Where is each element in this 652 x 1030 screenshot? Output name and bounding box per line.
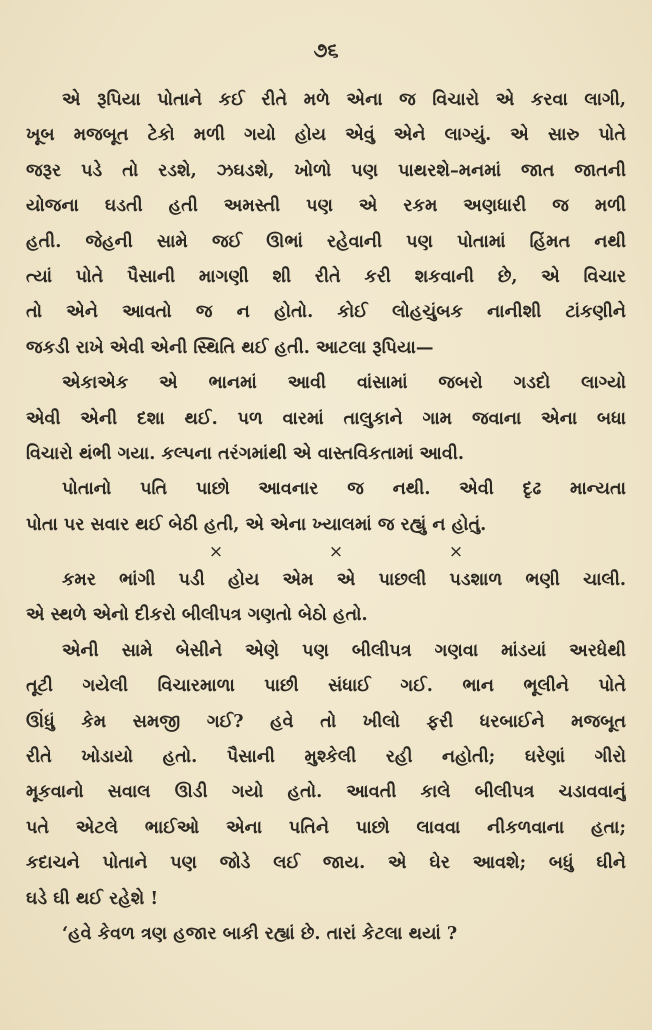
text-line: પોતાનો પતિ પાછો આવનાર જ નથી. એવી દૃઢ માન્યતા xyxy=(62,478,626,500)
text-line: કદાચને પોતાને પણ જોડે લઈ જાય. એ ઘેર આવશે; બધું ઘીને xyxy=(26,852,626,874)
text-line: એ રૂપિયા પોતાને કઈ રીતે મળે એના જ વિચારો એ કરવા લાગી, xyxy=(62,89,626,110)
text-line: એકાએક એ ભાનમાં આવી વાંસામાં જબરો ગડદો લાગ્યો xyxy=(62,372,626,394)
text-line: તો એને આવતો જ ન હોતો. કોઈ લોહચુંબક નાનીશી ટાંકણીને xyxy=(26,301,626,323)
separator-mark: × xyxy=(208,542,224,563)
text-line: જકડી રાખે એવી એની સ્થિતિ થઈ હતી. આટલા રૂપિયા— xyxy=(26,336,434,358)
text-line: રીતે ખોડાયો હતો. પૈસાની મુશ્કેલી રહી નહોતી; ઘરેણાં ગીરો xyxy=(26,746,626,768)
text-line: તૂટી ગયેલી વિચારમાળા પાછી સંધાઈ ગઈ. ભાન ભૂલીને પોતે xyxy=(26,675,626,697)
text-line: કમર ભાંગી પડી હોય એમ એ પાછલી પડશાળ ભણી ચાલી. xyxy=(62,569,626,591)
section-separator xyxy=(156,542,516,562)
text-line: ઊંધું કેમ સમજી ગઈ? હવે તો ખીલો ફરી ધરબાઈને મજબૂત xyxy=(26,710,626,732)
text-line: હતી. જેહની સામે જઈ ઊભાં રહેવાની પણ પોતામાં હિંમત નથી xyxy=(26,230,626,252)
paragraph-4 xyxy=(26,562,626,633)
text-line: એવી એની દશા થઈ. પળ વારમાં તાલુકાને ગામ જવાના એના બધા xyxy=(26,407,626,429)
text-line: એની સામે બેસીને એણે પણ બીલીપત્ર ગણવા માંડયાં અરધેથી xyxy=(62,639,626,661)
text-line: એ સ્થળે એનો દીકરો બીલીપત્ર ગણતો બેઠો હતો. xyxy=(26,604,368,626)
paragraph-6 xyxy=(26,916,626,951)
paragraph-5 xyxy=(26,633,626,916)
text-line: પોતા પર સવાર થઈ બેઠી હતી, એ એના ખ્યાલમાં જ રહ્યું ન હોતું. xyxy=(26,513,487,535)
separator-mark: × xyxy=(448,542,464,563)
text-line: વિચારો થંભી ગયા. કલ્પના તરંગમાંથી એ વાસ્તવિકતામાં આવી. xyxy=(26,442,465,464)
text-line: ઘડે ઘી થઈ રહેશે ! xyxy=(26,887,159,909)
text-line: ‘હવે કેવળ ત્રણ હજાર બાકી રહ્યાં છે. તારાં કેટલા થયાં ? xyxy=(62,922,458,944)
text-line: પતે એટલે ભાઈઓ એના પતિને પાછો લાવવા નીકળવાના હતા; xyxy=(26,816,626,838)
separator-mark: × xyxy=(328,542,344,563)
text-line: ખૂબ મજબૂત ટેકો મળી ગયો હોય એવું એને લાગ્યું. એ સારુ પોતે xyxy=(26,124,626,146)
text-line: મૂકવાનો સવાલ ઊડી ગયો હતો. આવતી કાલે બીલીપત્ર ચડાવવાનું xyxy=(26,781,626,803)
paragraph-1 xyxy=(26,82,626,365)
paragraph-3 xyxy=(26,471,626,542)
body-text xyxy=(26,82,626,951)
text-line: યોજના ઘડતી હતી અમસ્તી પણ એ રકમ અણધારી જ મળી xyxy=(26,195,626,217)
text-line: જરૂર પડે તો રડશે, ઝઘડશે, ખોળો પણ પાથરશે–મનમાં જાત જાતની xyxy=(26,159,626,181)
paragraph-2 xyxy=(26,365,626,471)
page-number: ૭૬ xyxy=(313,38,339,62)
text-line: ત્યાં પોતે પૈસાની માગણી શી રીતે કરી શકવાની છે, એ વિચાર xyxy=(26,265,626,287)
